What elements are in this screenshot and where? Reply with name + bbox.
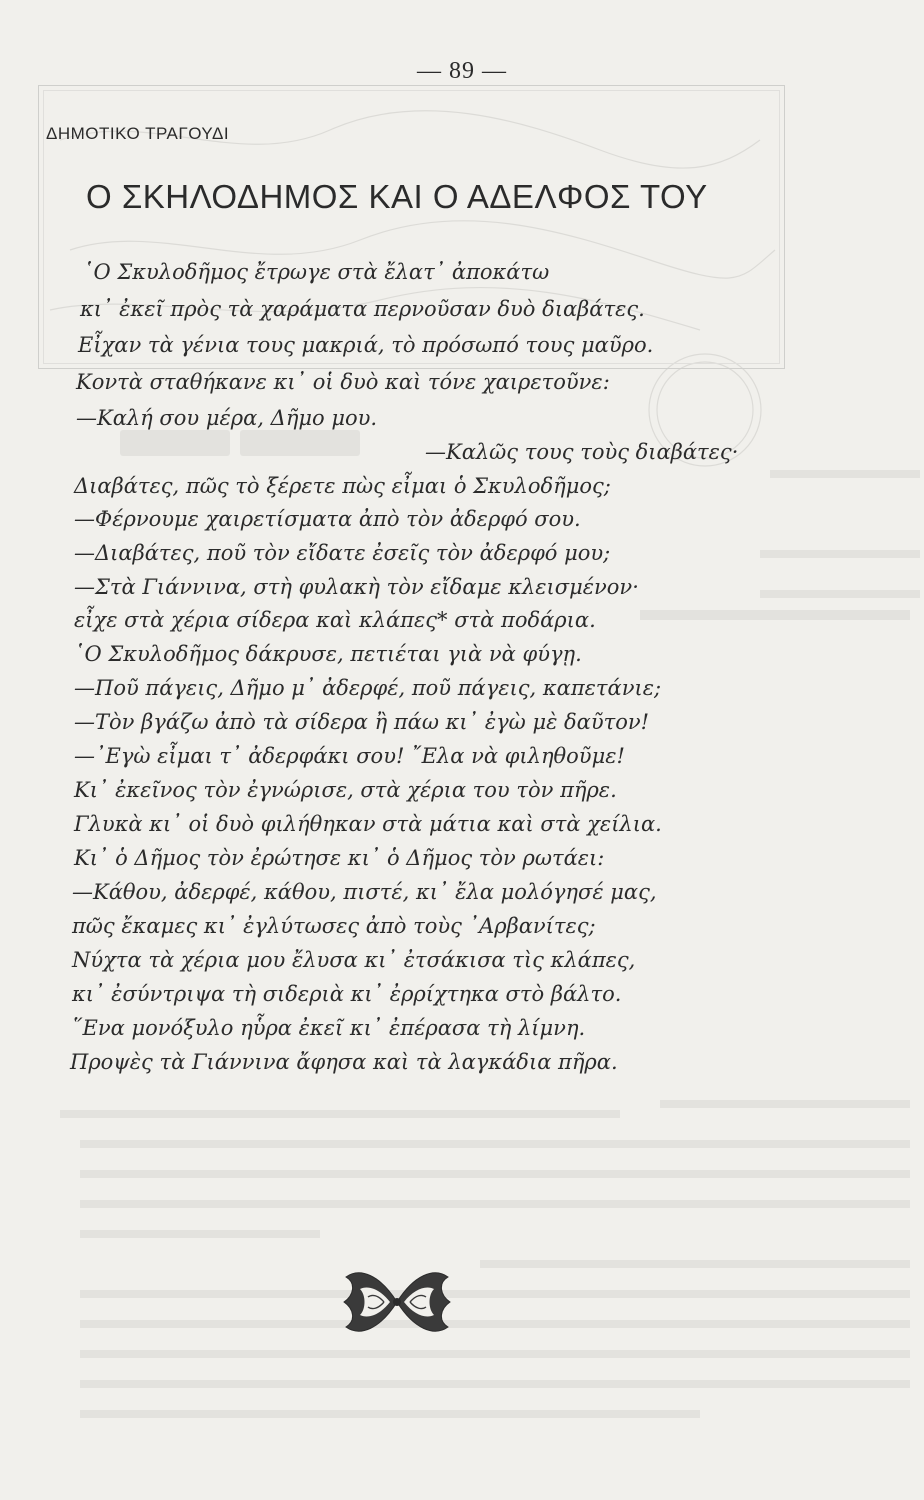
category-label: ΔΗΜΟΤΙΚΟ ΤΡΑΓΟΥΔΙ bbox=[46, 124, 230, 143]
poem-line: κι᾽ ἐσύντριψα τὴ σιδεριὰ κι᾽ ἐρρίχτηκα στὸ βάλτο. bbox=[72, 982, 622, 1006]
poem-line: —Φέρνουμε χαιρετίσματα ἀπὸ τὸν ἀδερφό σου. bbox=[74, 507, 581, 531]
poem-line: —᾽Εγὼ εἶμαι τ᾽ ἀδερφάκι σου! ῎Ελα νὰ φιληθοῦμε! bbox=[74, 744, 625, 768]
poem-line: —Κάθου, ἀδερφέ, κάθου, πιστέ, κι᾽ ἔλα μολόγησέ μας, bbox=[72, 880, 657, 904]
poem-line: Εἶχαν τὰ γένια τους μακριά, τὸ πρόσωπό τους μαῦρο. bbox=[78, 333, 654, 357]
poem-line: εἶχε στὰ χέρια σίδερα καὶ κλάπες* στὰ ποδάρια. bbox=[74, 608, 596, 632]
poem-line: Διαβάτες, πῶς τὸ ξέρετε πὼς εἶμαι ὁ Σκυλοδῆμος; bbox=[74, 474, 611, 498]
poem-line: —Καλή σου μέρα, Δῆμο μου. bbox=[76, 406, 378, 430]
poem-line: —Καλῶς τους τοὺς διαβάτες· bbox=[425, 440, 739, 464]
poem-line: Κι᾽ ὁ Δῆμος τὸν ἐρώτησε κι᾽ ὁ Δῆμος τὸν ρωτάει: bbox=[74, 846, 605, 870]
poem-line: —Ποῦ πάγεις, Δῆμο μ᾽ ἀδερφέ, ποῦ πάγεις, καπετάνιε; bbox=[74, 676, 662, 700]
poem-line: ῾Ο Σκυλοδῆμος δάκρυσε, πετιέται γιὰ νὰ φύγῃ. bbox=[74, 642, 582, 666]
poem-line: ῾Ο Σκυλοδῆμος ἔτρωγε στὰ ἔλατ᾽ ἀποκάτω bbox=[83, 260, 550, 284]
page-number: — 89 — bbox=[417, 58, 507, 84]
rosette-ornament-icon bbox=[340, 1255, 454, 1349]
poem-line: Νύχτα τὰ χέρια μου ἔλυσα κι᾽ ἐτσάκισα τὶς κλάπες, bbox=[72, 948, 636, 972]
poem-line: Προψὲς τὰ Γιάννινα ἄφησα καὶ τὰ λαγκάδια πῆρα. bbox=[70, 1050, 618, 1074]
poem-line: ῞Ενα μονόξυλο ηὗρα ἐκεῖ κι᾽ ἐπέρασα τὴ λίμνη. bbox=[72, 1016, 586, 1040]
poem-line: Κι᾽ ἐκεῖνος τὸν ἐγνώρισε, στὰ χέρια του τὸν πῆρε. bbox=[74, 778, 617, 802]
poem-line: Κοντὰ σταθήκανε κι᾽ οἱ δυὸ καὶ τόνε χαιρετοῦνε: bbox=[76, 370, 610, 394]
poem-title: Ο ΣΚΗΛΟΔΗΜΟΣ ΚΑΙ Ο ΑΔΕΛΦΟΣ ΤΟΥ bbox=[86, 178, 708, 215]
poem-line: κι᾽ ἐκεῖ πρὸς τὰ χαράματα περνοῦσαν δυὸ διαβάτες. bbox=[80, 297, 645, 321]
poem-line: πῶς ἔκαμες κι᾽ ἐγλύτωσες ἀπὸ τοὺς ᾽Αρβανίτες; bbox=[72, 914, 596, 938]
poem-line: —Τὸν βγάζω ἀπὸ τὰ σίδερα ἢ πάω κι᾽ ἐγὼ μὲ δαῦτον! bbox=[74, 710, 650, 734]
poem-line: —Στὰ Γιάννινα, στὴ φυλακὴ τὸν εἴδαμε κλεισμένον· bbox=[74, 575, 639, 599]
poem-line: Γλυκὰ κι᾽ οἱ δυὸ φιλήθηκαν στὰ μάτια καὶ στὰ χείλια. bbox=[74, 812, 662, 836]
poem-line: —Διαβάτες, ποῦ τὸν εἴδατε ἐσεῖς τὸν ἀδερφό μου; bbox=[74, 541, 611, 565]
